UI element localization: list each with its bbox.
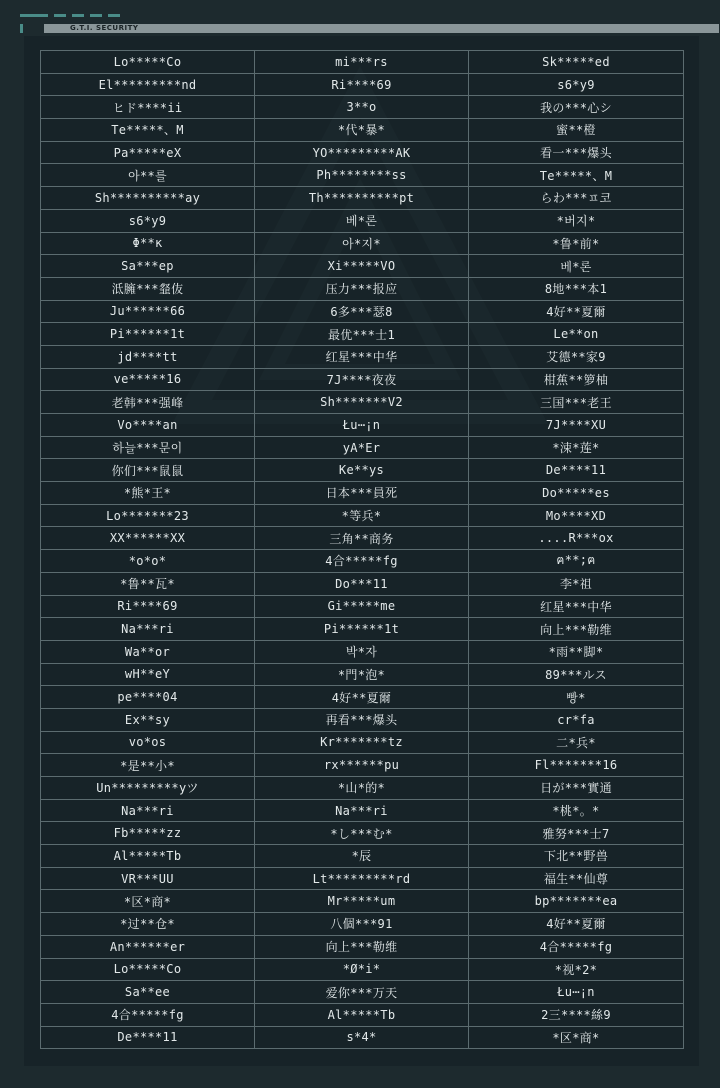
- player-name-cell: Te*****、M: [469, 164, 684, 187]
- player-name-cell: s6*y9: [41, 209, 255, 232]
- table-row: [41, 368, 684, 391]
- page-title: G.T.I. SECURITY: [70, 24, 139, 32]
- player-name-cell: 三国***老王: [469, 391, 684, 414]
- player-name-cell: yA*Er: [255, 436, 469, 459]
- table-row: [41, 708, 684, 731]
- table-row: [41, 777, 684, 800]
- player-name-cell: Sa***ep: [41, 255, 255, 278]
- player-name-cell: *門*泡*: [255, 663, 469, 686]
- player-name-cell: 向上***勒维: [469, 618, 684, 641]
- player-name-cell: 3**o: [255, 96, 469, 119]
- player-name-cell: Le**on: [469, 323, 684, 346]
- player-name-cell: bp*******ea: [469, 890, 684, 913]
- table-row: [41, 209, 684, 232]
- player-name-cell: Sa**ee: [41, 981, 255, 1004]
- table-row: [41, 232, 684, 255]
- player-name-cell: Mo****XD: [469, 504, 684, 527]
- player-name-cell: Łu⋯¡n: [469, 981, 684, 1004]
- header-decoration: [108, 14, 120, 17]
- player-name-cell: Kr*******tz: [255, 731, 469, 754]
- table-row: [41, 436, 684, 459]
- player-name-cell: *鲁**瓦*: [41, 572, 255, 595]
- player-name-cell: Ex**sy: [41, 708, 255, 731]
- player-name-cell: 泜臃***韰伖: [41, 277, 255, 300]
- player-name-cell: *Ø*i*: [255, 958, 469, 981]
- table-row: [41, 73, 684, 96]
- table-row: [41, 391, 684, 414]
- player-name-cell: vo*os: [41, 731, 255, 754]
- player-name-cell: Na***ri: [41, 618, 255, 641]
- table-row: [41, 913, 684, 936]
- player-name-cell: *是**小*: [41, 754, 255, 777]
- player-name-cell: *等兵*: [255, 504, 469, 527]
- table-row: [41, 572, 684, 595]
- player-name-cell: 雅努***士7: [469, 822, 684, 845]
- table-row: [41, 119, 684, 142]
- player-name-cell: 压力***报应: [255, 277, 469, 300]
- player-name-cell: ....R***ox: [469, 527, 684, 550]
- player-name-cell: 2三****絲9: [469, 1003, 684, 1026]
- player-name-cell: *し***む*: [255, 822, 469, 845]
- player-name-cell: Sh**********ay: [41, 187, 255, 210]
- player-name-cell: El*********nd: [41, 73, 255, 96]
- player-name-cell: 福生**仙尊: [469, 867, 684, 890]
- player-name-cell: *过**仓*: [41, 913, 255, 936]
- player-name-cell: *区*商*: [41, 890, 255, 913]
- player-name-cell: 8地***本1: [469, 277, 684, 300]
- player-name-cell: 最优***士1: [255, 323, 469, 346]
- header-bar: [20, 14, 700, 36]
- player-name-cell: 八個***91: [255, 913, 469, 936]
- player-name-cell: Łu⋯¡n: [255, 414, 469, 437]
- table-row: [41, 187, 684, 210]
- table-row: [41, 550, 684, 573]
- player-name-cell: 89***ルス: [469, 663, 684, 686]
- player-name-cell: 爱你***万天: [255, 981, 469, 1004]
- table-row: [41, 754, 684, 777]
- table-row: [41, 255, 684, 278]
- header-notch: [20, 24, 43, 33]
- table-row: [41, 96, 684, 119]
- player-name-cell: XX******XX: [41, 527, 255, 550]
- header-decoration: [72, 14, 84, 17]
- player-name-cell: mi***rs: [255, 51, 469, 74]
- player-name-cell: Te*****、M: [41, 119, 255, 142]
- player-name-cell: 아*지*: [255, 232, 469, 255]
- player-name-cell: 向上***勒维: [255, 935, 469, 958]
- player-name-cell: Pi******1t: [255, 618, 469, 641]
- player-name-cell: 三角**商务: [255, 527, 469, 550]
- player-name-cell: Al*****Tb: [41, 845, 255, 868]
- player-name-cell: Xi*****VO: [255, 255, 469, 278]
- table-row: [41, 527, 684, 550]
- player-name-cell: 红星***中华: [255, 345, 469, 368]
- player-name-cell: 4好**夏爾: [255, 686, 469, 709]
- player-name-cell: An******er: [41, 935, 255, 958]
- player-name-cell: Wa**or: [41, 640, 255, 663]
- player-name-cell: 박*자: [255, 640, 469, 663]
- player-name-cell: 빵*: [469, 686, 684, 709]
- player-name-cell: Lo*****Co: [41, 51, 255, 74]
- player-name-cell: Lt*********rd: [255, 867, 469, 890]
- player-name-cell: 4合*****fg: [469, 935, 684, 958]
- table-row: [41, 935, 684, 958]
- player-name-cell: ฅ**;ฅ: [469, 550, 684, 573]
- player-name-cell: Fl*******16: [469, 754, 684, 777]
- player-name-cell: Ri****69: [255, 73, 469, 96]
- player-name-cell: 我の***心シ: [469, 96, 684, 119]
- player-name-cell: *区*商*: [469, 1026, 684, 1049]
- table-row: [41, 958, 684, 981]
- player-name-cell: 艾德**家9: [469, 345, 684, 368]
- player-name-cell: 7J****XU: [469, 414, 684, 437]
- player-name-cell: *鲁*前*: [469, 232, 684, 255]
- player-name-cell: *视*2*: [469, 958, 684, 981]
- header-decoration: [20, 14, 48, 17]
- table-row: [41, 981, 684, 1004]
- player-name-cell: YO*********AK: [255, 141, 469, 164]
- table-row: [41, 890, 684, 913]
- player-name-cell: Th**********pt: [255, 187, 469, 210]
- table-row: [41, 1003, 684, 1026]
- player-name-cell: pe****04: [41, 686, 255, 709]
- player-name-cell: Φ**ĸ: [41, 232, 255, 255]
- player-name-cell: Do***11: [255, 572, 469, 595]
- player-name-cell: 下北**野兽: [469, 845, 684, 868]
- player-name-cell: Ri****69: [41, 595, 255, 618]
- player-name-cell: jd****tt: [41, 345, 255, 368]
- table-row: [41, 731, 684, 754]
- player-name-cell: 4好**夏爾: [469, 913, 684, 936]
- player-name-cell: wH**eY: [41, 663, 255, 686]
- player-name-cell: Gi*****me: [255, 595, 469, 618]
- player-name-cell: rx******pu: [255, 754, 469, 777]
- table-row: [41, 51, 684, 74]
- player-name-cell: *山*的*: [255, 777, 469, 800]
- player-name-cell: 二*兵*: [469, 731, 684, 754]
- table-row: [41, 141, 684, 164]
- player-name-cell: 4合*****fg: [255, 550, 469, 573]
- player-name-cell: Pi******1t: [41, 323, 255, 346]
- table-row: [41, 164, 684, 187]
- player-name-cell: Pa*****eX: [41, 141, 255, 164]
- title-strip: [44, 24, 719, 33]
- player-name-cell: De****11: [41, 1026, 255, 1049]
- player-name-cell: *涑*莲*: [469, 436, 684, 459]
- table-row: [41, 300, 684, 323]
- table-row: [41, 663, 684, 686]
- player-name-cell: Do*****es: [469, 482, 684, 505]
- player-name-cell: Al*****Tb: [255, 1003, 469, 1026]
- table-row: [41, 822, 684, 845]
- player-name-cell: VR***UU: [41, 867, 255, 890]
- table-row: [41, 414, 684, 437]
- table-row: [41, 595, 684, 618]
- player-name-cell: Ph********ss: [255, 164, 469, 187]
- player-name-cell: Na***ri: [41, 799, 255, 822]
- player-name-cell: 日本***員死: [255, 482, 469, 505]
- table-row: [41, 799, 684, 822]
- table-row: [41, 345, 684, 368]
- player-name-cell: Sk*****ed: [469, 51, 684, 74]
- player-name-cell: 李*祖: [469, 572, 684, 595]
- player-name-cell: *熊*王*: [41, 482, 255, 505]
- player-name-cell: *버지*: [469, 209, 684, 232]
- header-decoration: [90, 14, 102, 17]
- player-name-cell: Fb*****zz: [41, 822, 255, 845]
- table-row: [41, 618, 684, 641]
- player-name-cell: *桃*。*: [469, 799, 684, 822]
- table-row: [41, 1026, 684, 1049]
- player-name-cell: 하늘***문이: [41, 436, 255, 459]
- table-row: [41, 686, 684, 709]
- player-name-cell: Vo****an: [41, 414, 255, 437]
- table-row: [41, 482, 684, 505]
- player-name-cell: 4合*****fg: [41, 1003, 255, 1026]
- player-name-cell: 아**를: [41, 164, 255, 187]
- player-name-cell: s*4*: [255, 1026, 469, 1049]
- player-name-cell: cr*fa: [469, 708, 684, 731]
- player-name-cell: 你们***鼠鼠: [41, 459, 255, 482]
- player-name-cell: 红星***中华: [469, 595, 684, 618]
- player-name-cell: 7J****夜夜: [255, 368, 469, 391]
- table-row: [41, 323, 684, 346]
- player-name-cell: 再看***爆头: [255, 708, 469, 731]
- player-name-cell: らわ***ㅍ코: [469, 187, 684, 210]
- player-name-cell: Ke**ys: [255, 459, 469, 482]
- player-name-cell: Mr*****um: [255, 890, 469, 913]
- player-name-cell: 6多***瑟8: [255, 300, 469, 323]
- player-name-cell: Ju******66: [41, 300, 255, 323]
- player-name-table: [40, 50, 684, 1049]
- player-name-cell: 蜜**橙: [469, 119, 684, 142]
- table-row: [41, 845, 684, 868]
- player-name-cell: ヒド****ii: [41, 96, 255, 119]
- player-name-cell: Sh*******V2: [255, 391, 469, 414]
- player-name-cell: Lo*******23: [41, 504, 255, 527]
- player-name-cell: *雨**脚*: [469, 640, 684, 663]
- player-name-cell: Na***ri: [255, 799, 469, 822]
- player-name-cell: *辰: [255, 845, 469, 868]
- player-name-table-body: [41, 51, 684, 1049]
- player-name-cell: 老韩***强峰: [41, 391, 255, 414]
- player-name-cell: 看一***爆头: [469, 141, 684, 164]
- player-name-cell: Un*********yツ: [41, 777, 255, 800]
- player-name-cell: *o*o*: [41, 550, 255, 573]
- player-name-cell: 베*론: [469, 255, 684, 278]
- player-name-cell: 4好**夏爾: [469, 300, 684, 323]
- player-name-cell: ve*****16: [41, 368, 255, 391]
- player-name-cell: 日が***實通: [469, 777, 684, 800]
- table-row: [41, 459, 684, 482]
- player-name-cell: 柑蕉**箩柚: [469, 368, 684, 391]
- table-row: [41, 504, 684, 527]
- player-name-cell: 베*론: [255, 209, 469, 232]
- player-name-cell: s6*y9: [469, 73, 684, 96]
- header-decoration: [54, 14, 66, 17]
- table-row: [41, 867, 684, 890]
- player-name-cell: *代*暴*: [255, 119, 469, 142]
- table-row: [41, 640, 684, 663]
- player-name-cell: De****11: [469, 459, 684, 482]
- table-row: [41, 277, 684, 300]
- player-name-cell: Lo*****Co: [41, 958, 255, 981]
